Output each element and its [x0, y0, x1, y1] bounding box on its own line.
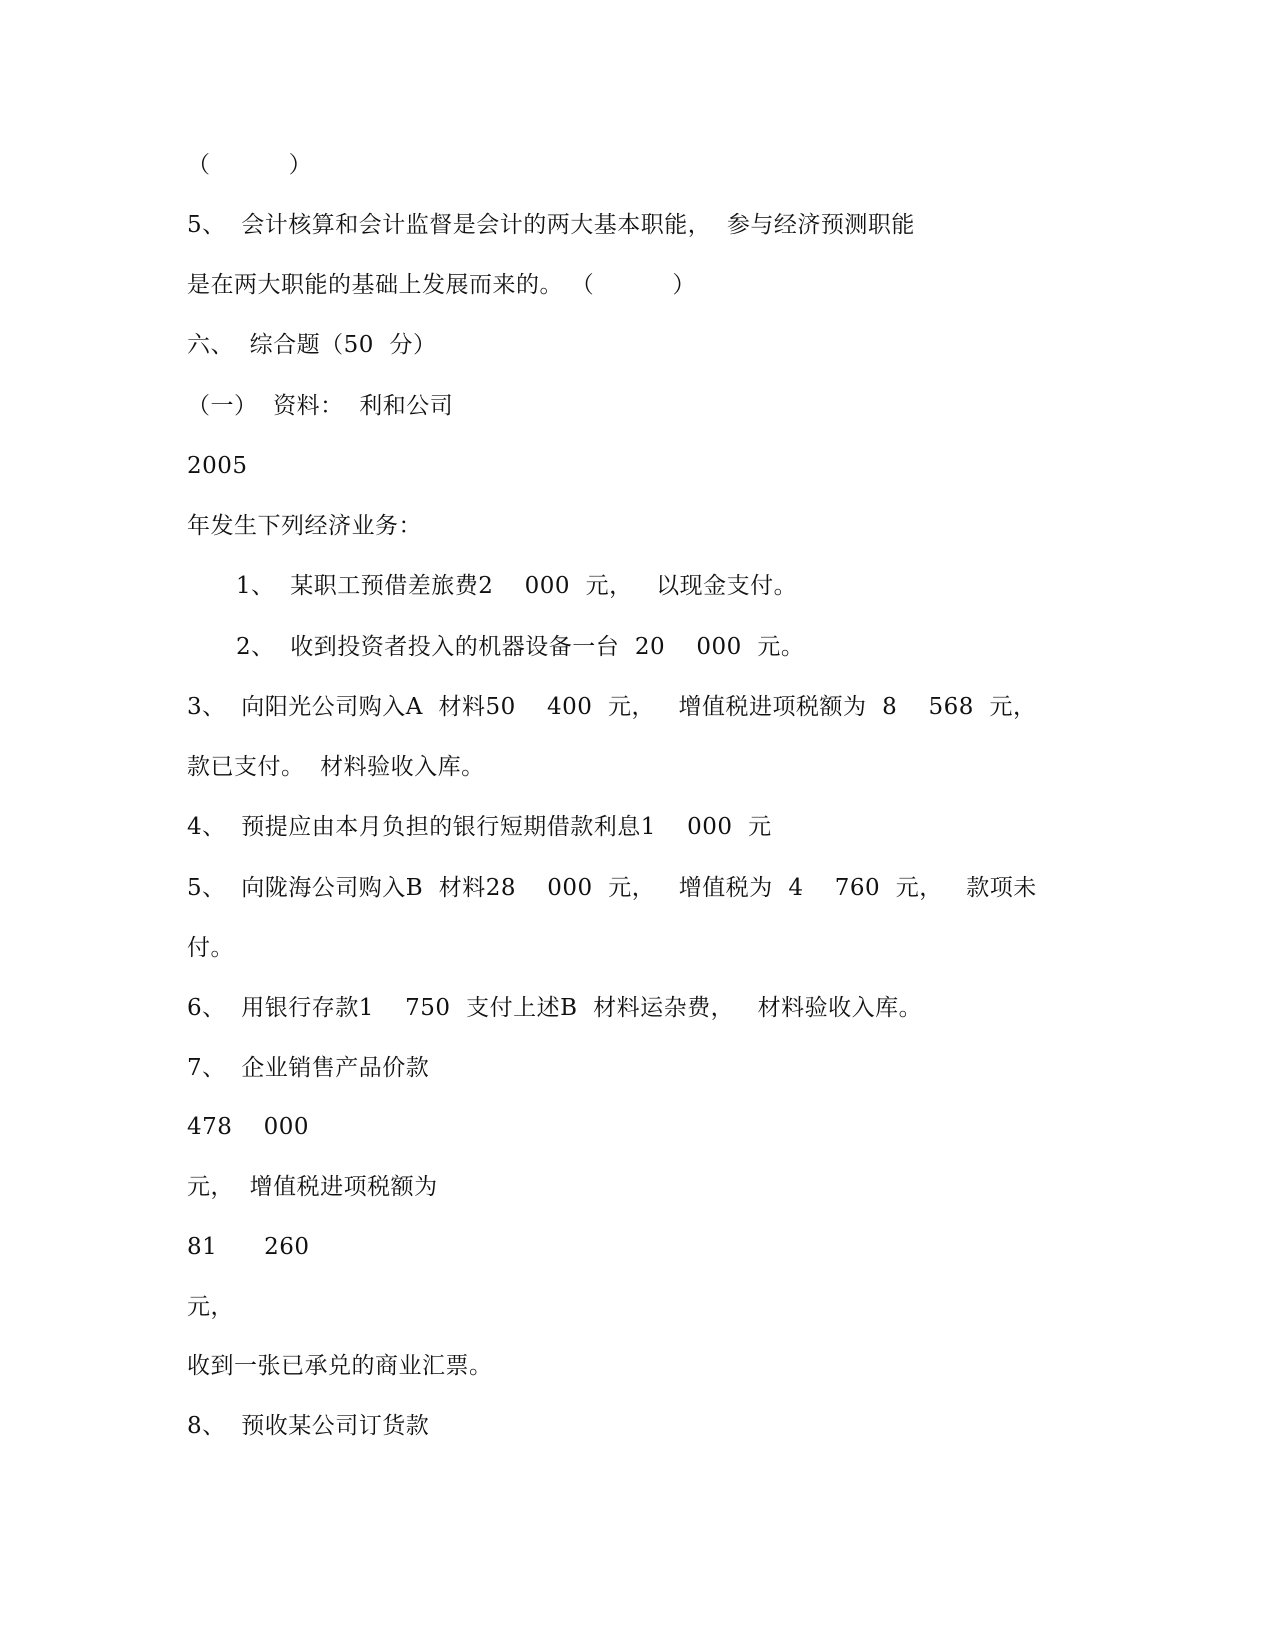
list-item-7-unit: 元，	[187, 1294, 234, 1320]
list-item-7-tax-label: 元， 增值税进项税额为	[187, 1174, 438, 1200]
text-line-intro: 年发生下列经济业务：	[187, 513, 422, 539]
list-item-7-cont: 收到一张已承兑的商业汇票。	[187, 1353, 493, 1379]
subsection-heading-materials: （一） 资料： 利和公司	[187, 393, 454, 419]
list-item-7: 7、 企业销售产品价款	[187, 1055, 430, 1081]
list-item-3: 3、 向阳光公司购入A 材料50 400 元， 增值税进项税额为 8 568 元，	[187, 694, 1037, 720]
list-item-8: 8、 预收某公司订货款	[187, 1413, 430, 1439]
list-item-4: 4、 预提应由本月负担的银行短期借款利息1 000 元	[187, 814, 772, 840]
list-item-6: 6、 用银行存款1 750 支付上述B 材料运杂费， 材料验收入库。	[187, 995, 923, 1021]
list-item-7-amount: 478 000	[187, 1114, 310, 1140]
list-item-5-cont: 付。	[187, 935, 234, 961]
text-line-question-5: 5、 会计核算和会计监督是会计的两大基本职能， 参与经济预测职能	[187, 212, 915, 238]
section-heading-comprehensive: 六、 综合题（50 分）	[187, 332, 437, 358]
list-item-3-cont: 款已支付。 材料验收入库。	[187, 754, 485, 780]
list-item-1: 1、 某职工预借差旅费2 000 元， 以现金支付。	[236, 573, 798, 599]
list-item-5: 5、 向陇海公司购入B 材料28 000 元， 增值税为 4 760 元， 款项未	[187, 875, 1037, 901]
text-line-year: 2005	[187, 453, 248, 479]
text-line-question-5-cont: 是在两大职能的基础上发展而来的。 （ ）	[187, 272, 696, 298]
list-item-2: 2、 收到投资者投入的机器设备一台 20 000 元。	[236, 634, 805, 660]
text-line-answer-blank: （ ）	[187, 152, 313, 178]
list-item-7-tax-amount: 81 260	[187, 1234, 310, 1260]
